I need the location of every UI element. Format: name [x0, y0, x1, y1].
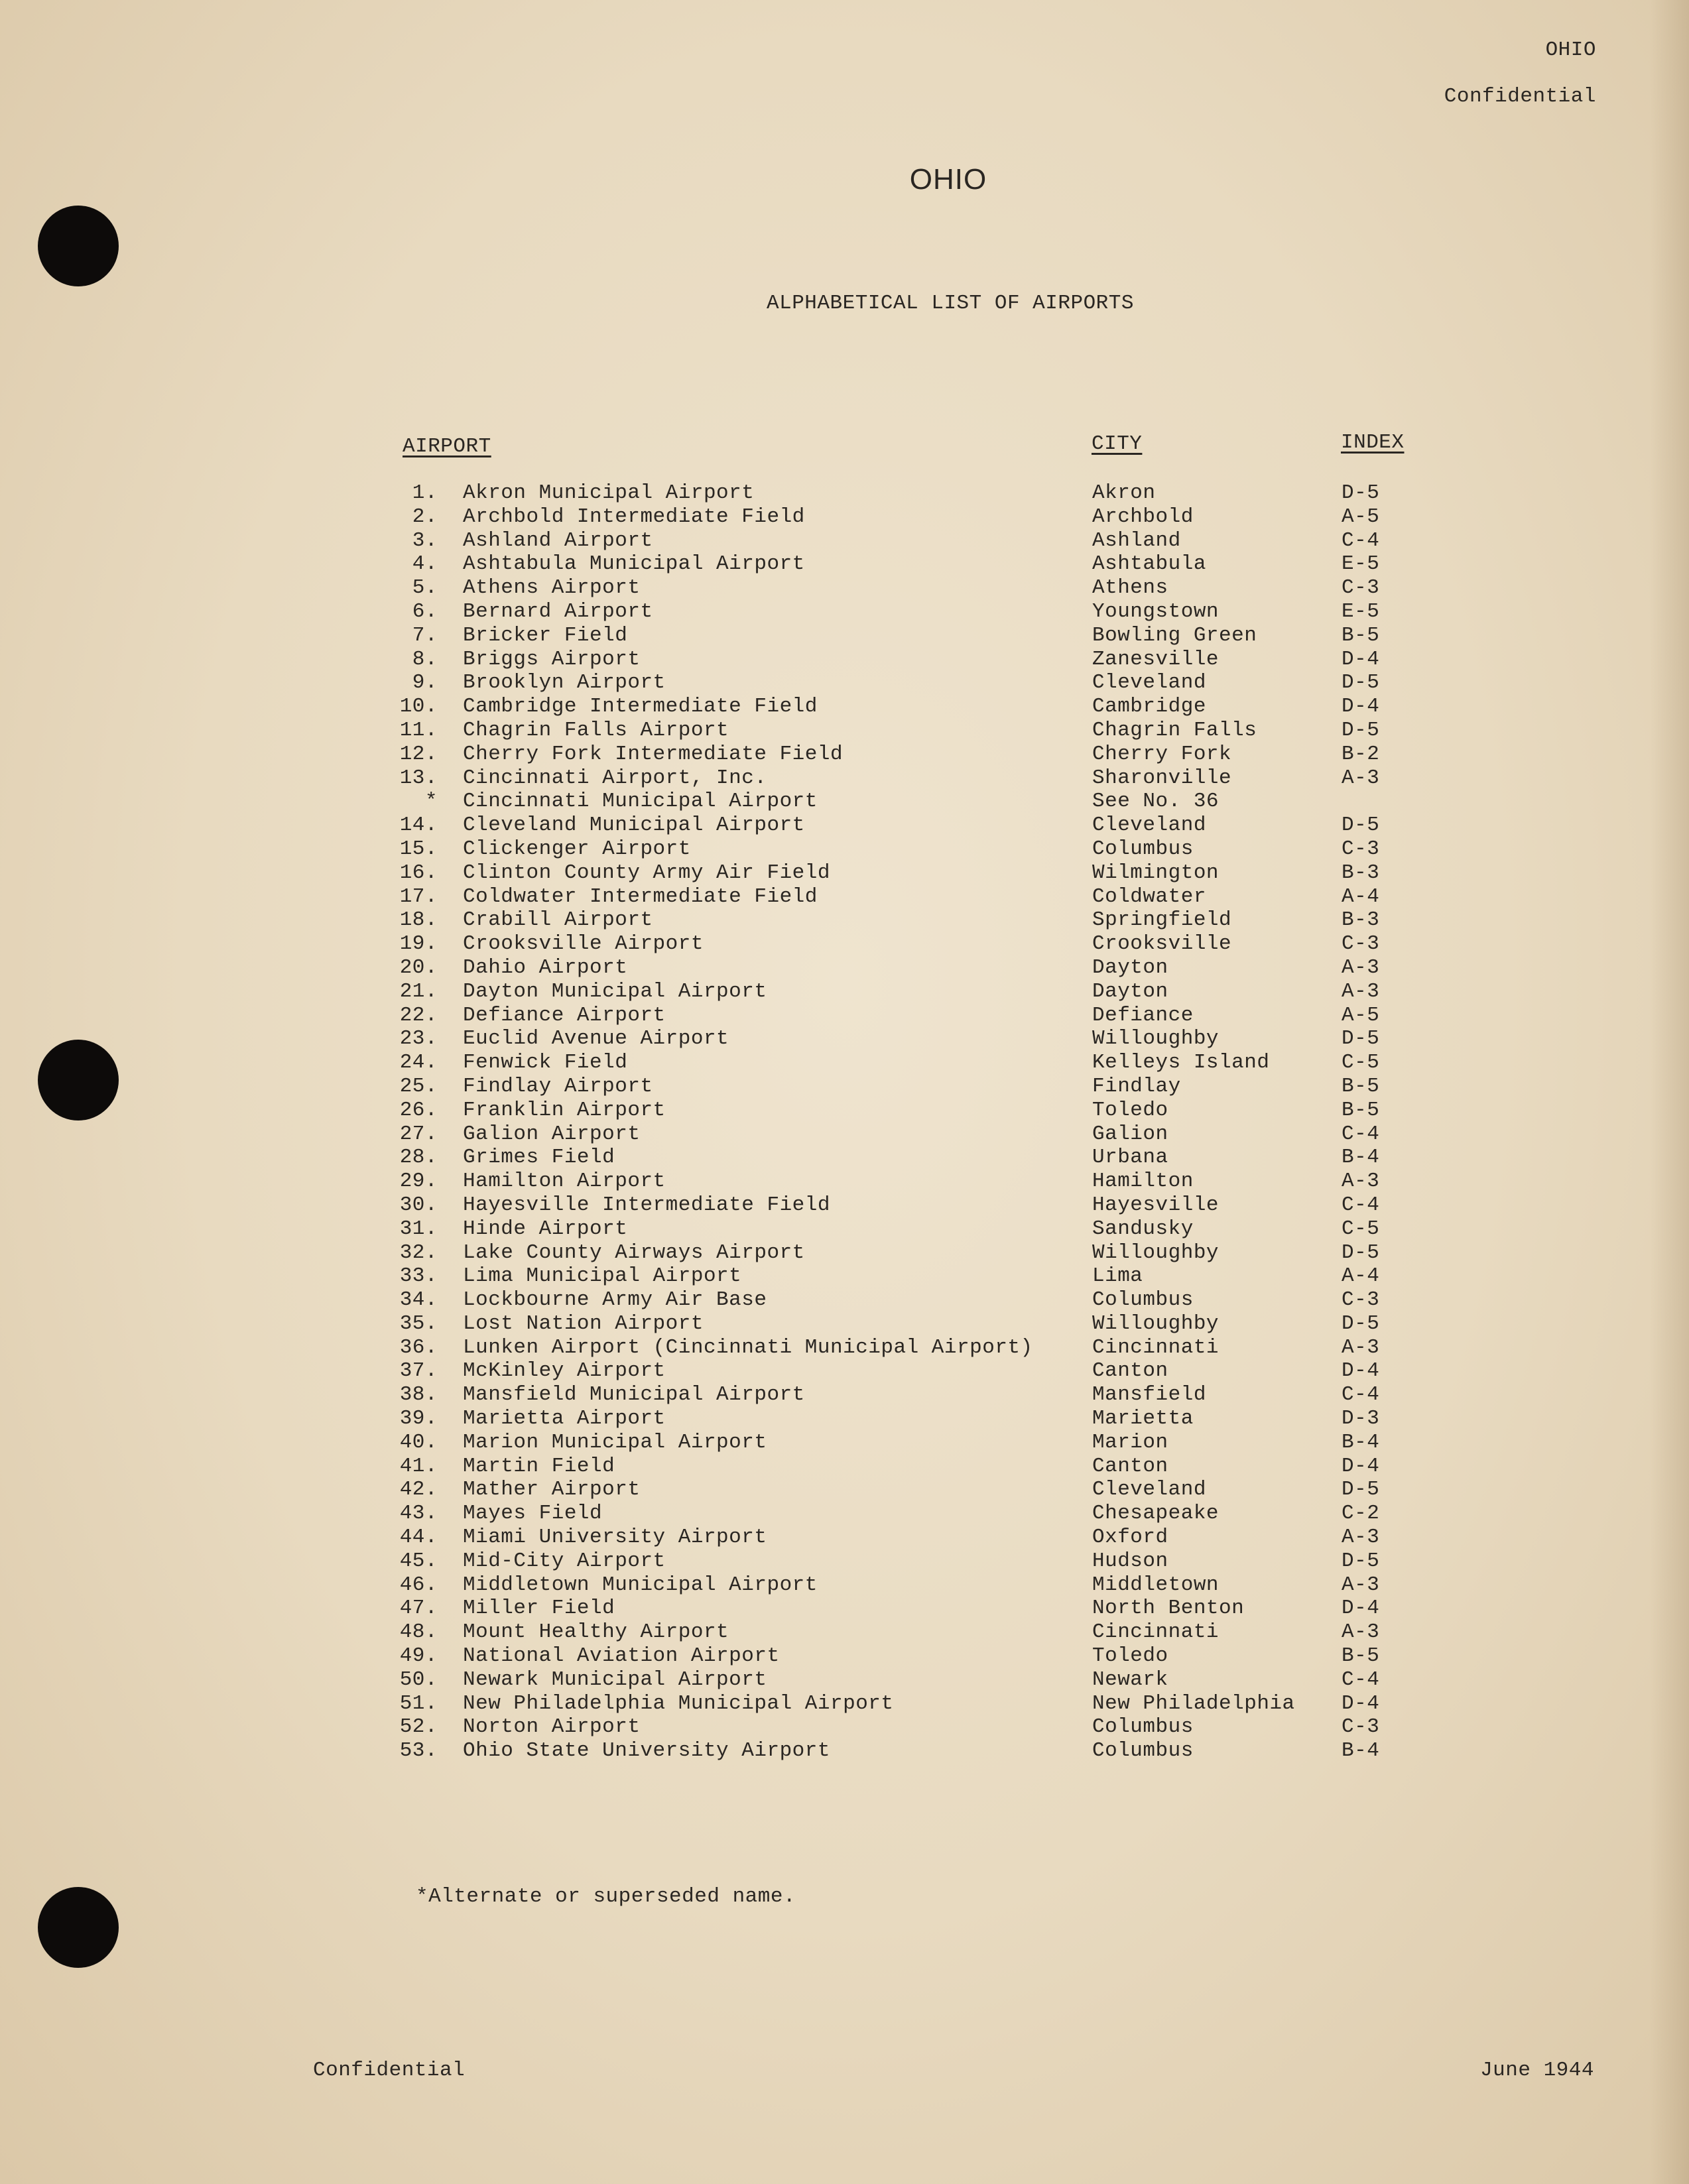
city-name: Galion	[1092, 1122, 1168, 1146]
airport-name: Middletown Municipal Airport	[463, 1573, 818, 1597]
map-index: B-5	[1342, 1098, 1380, 1122]
table-row	[0, 1099, 1689, 1122]
table-row	[0, 1549, 1689, 1573]
city-name: Cleveland	[1092, 671, 1206, 695]
row-number: 26.	[399, 1098, 438, 1122]
row-number: 12.	[399, 742, 438, 766]
row-number: 5.	[412, 576, 438, 600]
airport-name: Briggs Airport	[463, 647, 641, 671]
airport-name: Crabill Airport	[463, 908, 653, 932]
map-index: D-5	[1342, 1311, 1380, 1335]
corner-state-label: OHIO	[1545, 38, 1596, 62]
row-number: 17.	[399, 884, 438, 908]
table-row	[0, 1573, 1689, 1597]
row-number: 32.	[399, 1241, 438, 1264]
row-number: 14.	[399, 814, 438, 837]
row-number: 22.	[399, 1003, 438, 1027]
airport-name: Dahio Airport	[463, 955, 628, 979]
map-index: D-5	[1342, 1478, 1380, 1502]
map-index: D-5	[1342, 718, 1380, 742]
airport-name: Chagrin Falls Airport	[463, 718, 729, 742]
airport-name: Marion Municipal Airport	[463, 1430, 767, 1454]
table-row	[0, 1715, 1689, 1739]
airport-name: Galion Airport	[463, 1122, 641, 1146]
binder-hole-bottom	[38, 1887, 119, 1968]
row-number: 8.	[412, 647, 438, 671]
table-row	[0, 1597, 1689, 1620]
map-index: D-4	[1342, 1454, 1380, 1478]
table-row	[0, 529, 1689, 553]
airport-name: Clinton County Army Air Field	[463, 861, 830, 884]
row-number: 11.	[399, 718, 438, 742]
table-row	[0, 790, 1689, 814]
row-number: 43.	[399, 1502, 438, 1526]
city-name: Columbus	[1092, 1288, 1194, 1312]
row-number: 21.	[399, 979, 438, 1003]
row-number: 19.	[399, 932, 438, 956]
city-name: Cherry Fork	[1092, 742, 1232, 766]
map-index: C-4	[1342, 528, 1380, 552]
city-name: Willoughby	[1092, 1241, 1220, 1264]
row-number: 29.	[399, 1170, 438, 1193]
airport-name: Martin Field	[463, 1454, 615, 1478]
city-name: Mansfield	[1092, 1383, 1206, 1407]
airport-name: Archbold Intermediate Field	[463, 505, 805, 528]
row-number: 24.	[399, 1051, 438, 1075]
city-name: Hamilton	[1092, 1170, 1194, 1193]
airport-name: Ashtabula Municipal Airport	[463, 552, 805, 576]
city-name: Sandusky	[1092, 1217, 1194, 1241]
table-row	[0, 743, 1689, 766]
city-name: Coldwater	[1092, 884, 1206, 908]
map-index: B-4	[1342, 1739, 1380, 1763]
city-name: Urbana	[1092, 1146, 1168, 1170]
column-header-airport: AIRPORT	[403, 435, 491, 458]
airport-name: Defiance Airport	[463, 1003, 666, 1027]
page-title: OHIO	[909, 163, 987, 196]
city-name: Columbus	[1092, 837, 1194, 861]
airport-name: New Philadelphia Municipal Airport	[463, 1691, 894, 1715]
row-number: 27.	[399, 1122, 438, 1146]
table-row	[0, 1288, 1689, 1312]
airport-name: National Aviation Airport	[463, 1644, 780, 1668]
row-number: 44.	[399, 1526, 438, 1549]
row-number: 30.	[399, 1193, 438, 1217]
row-number: 7.	[412, 623, 438, 647]
footnote: *Alternate or superseded name.	[416, 1885, 796, 1908]
map-index: D-4	[1342, 695, 1380, 719]
map-index: B-4	[1342, 1146, 1380, 1170]
table-row	[0, 719, 1689, 743]
airport-name: Hinde Airport	[463, 1217, 628, 1241]
table-row	[0, 1407, 1689, 1431]
row-number: 45.	[399, 1549, 438, 1573]
airport-name: Lima Municipal Airport	[463, 1264, 742, 1288]
map-index: A-3	[1342, 1526, 1380, 1549]
table-row	[0, 1264, 1689, 1288]
table-row	[0, 576, 1689, 600]
airport-name: Grimes Field	[463, 1146, 615, 1170]
map-index: C-5	[1342, 1051, 1380, 1075]
city-name: New Philadelphia	[1092, 1691, 1295, 1715]
city-name: Zanesville	[1092, 647, 1220, 671]
list-title: ALPHABETICAL LIST OF AIRPORTS	[767, 292, 1134, 315]
airport-name: Cherry Fork Intermediate Field	[463, 742, 844, 766]
city-name: Dayton	[1092, 955, 1168, 979]
airport-name: Cleveland Municipal Airport	[463, 814, 805, 837]
city-name: Oxford	[1092, 1526, 1168, 1549]
column-header-index: INDEX	[1341, 431, 1405, 454]
city-name: Defiance	[1092, 1003, 1194, 1027]
map-index: D-4	[1342, 1691, 1380, 1715]
airport-name: Ohio State University Airport	[463, 1739, 830, 1763]
city-name: Athens	[1092, 576, 1168, 600]
row-number: 4.	[412, 552, 438, 576]
footer-classification: Confidential	[313, 2059, 466, 2082]
airport-name: Bernard Airport	[463, 599, 653, 623]
airport-name: Cincinnati Municipal Airport	[463, 790, 818, 814]
airport-name: Lost Nation Airport	[463, 1311, 704, 1335]
row-number: 28.	[399, 1146, 438, 1170]
map-index: A-3	[1342, 1620, 1380, 1644]
row-number: 23.	[399, 1027, 438, 1051]
city-name: Akron	[1092, 481, 1156, 505]
airport-name: Miami University Airport	[463, 1526, 767, 1549]
row-number: 47.	[399, 1597, 438, 1620]
airport-name: Miller Field	[463, 1597, 615, 1620]
map-index: A-4	[1342, 884, 1380, 908]
map-index: D-5	[1342, 1549, 1380, 1573]
row-number: 50.	[399, 1668, 438, 1691]
airport-name: Akron Municipal Airport	[463, 481, 755, 505]
table-row	[0, 932, 1689, 956]
city-name: Crooksville	[1092, 932, 1232, 956]
table-row	[0, 1668, 1689, 1692]
table-row	[0, 1241, 1689, 1265]
airport-name: Athens Airport	[463, 576, 641, 600]
table-row	[0, 837, 1689, 861]
table-row	[0, 1383, 1689, 1407]
city-name: Toledo	[1092, 1098, 1168, 1122]
map-index: C-2	[1342, 1502, 1380, 1526]
airport-name: Mansfield Municipal Airport	[463, 1383, 805, 1407]
table-row	[0, 956, 1689, 980]
row-number: 34.	[399, 1288, 438, 1312]
map-index: C-4	[1342, 1122, 1380, 1146]
row-number: 48.	[399, 1620, 438, 1644]
table-row	[0, 1692, 1689, 1716]
map-index: C-3	[1342, 1288, 1380, 1312]
airport-name: Clickenger Airport	[463, 837, 691, 861]
map-index: D-5	[1342, 1241, 1380, 1264]
airport-name: Coldwater Intermediate Field	[463, 884, 818, 908]
map-index: B-5	[1342, 623, 1380, 647]
city-name: Canton	[1092, 1359, 1168, 1383]
map-index: A-5	[1342, 1003, 1380, 1027]
city-name: Chesapeake	[1092, 1502, 1220, 1526]
map-index: D-4	[1342, 647, 1380, 671]
city-name: Ashland	[1092, 528, 1181, 552]
table-row	[0, 1122, 1689, 1146]
city-name: Archbold	[1092, 505, 1194, 528]
airport-name: Mather Airport	[463, 1478, 641, 1502]
row-number: 10.	[399, 695, 438, 719]
map-index: C-3	[1342, 837, 1380, 861]
corner-classification: Confidential	[1444, 85, 1596, 108]
table-row	[0, 1455, 1689, 1479]
city-name: Cleveland	[1092, 1478, 1206, 1502]
table-row	[0, 648, 1689, 672]
map-index: D-5	[1342, 671, 1380, 695]
row-number: 51.	[399, 1691, 438, 1715]
map-index: C-4	[1342, 1193, 1380, 1217]
table-row	[0, 814, 1689, 837]
map-index: C-3	[1342, 1715, 1380, 1739]
table-row	[0, 1526, 1689, 1549]
city-name: Sharonville	[1092, 766, 1232, 790]
table-row	[0, 1075, 1689, 1099]
map-index: B-3	[1342, 861, 1380, 884]
city-name: Cambridge	[1092, 695, 1206, 719]
city-name: Marion	[1092, 1430, 1168, 1454]
table-row	[0, 481, 1689, 505]
row-number: 31.	[399, 1217, 438, 1241]
airport-name: Findlay Airport	[463, 1074, 653, 1098]
map-index: C-5	[1342, 1217, 1380, 1241]
city-name: Lima	[1092, 1264, 1143, 1288]
map-index: A-3	[1342, 955, 1380, 979]
airport-name: Ashland Airport	[463, 528, 653, 552]
city-name: Toledo	[1092, 1644, 1168, 1668]
row-number: 52.	[399, 1715, 438, 1739]
table-row	[0, 908, 1689, 932]
table-row	[0, 1620, 1689, 1644]
table-row	[0, 1217, 1689, 1241]
airport-name: Lockbourne Army Air Base	[463, 1288, 767, 1312]
airport-name: Hamilton Airport	[463, 1170, 666, 1193]
row-number: 49.	[399, 1644, 438, 1668]
map-index: B-5	[1342, 1644, 1380, 1668]
map-index: A-3	[1342, 1573, 1380, 1597]
map-index: C-4	[1342, 1668, 1380, 1691]
airport-name: Marietta Airport	[463, 1407, 666, 1431]
map-index: C-3	[1342, 576, 1380, 600]
map-index: A-5	[1342, 505, 1380, 528]
map-index: A-4	[1342, 1264, 1380, 1288]
row-number: 37.	[399, 1359, 438, 1383]
map-index: B-2	[1342, 742, 1380, 766]
row-number: *	[424, 790, 438, 814]
table-row	[0, 600, 1689, 624]
row-number: 9.	[412, 671, 438, 695]
airport-name: Newark Municipal Airport	[463, 1668, 767, 1691]
table-row	[0, 1051, 1689, 1075]
row-number: 13.	[399, 766, 438, 790]
table-row	[0, 1431, 1689, 1455]
table-row	[0, 861, 1689, 885]
city-name: Hayesville	[1092, 1193, 1220, 1217]
airport-name: Cincinnati Airport, Inc.	[463, 766, 767, 790]
row-number: 53.	[399, 1739, 438, 1763]
airport-list	[0, 481, 1689, 1763]
map-index: A-3	[1342, 1170, 1380, 1193]
map-index: A-3	[1342, 979, 1380, 1003]
map-index: A-3	[1342, 1335, 1380, 1359]
airport-name: Franklin Airport	[463, 1098, 666, 1122]
table-row	[0, 1170, 1689, 1193]
map-index: B-3	[1342, 908, 1380, 932]
row-number: 39.	[399, 1407, 438, 1431]
airport-name: Hayesville Intermediate Field	[463, 1193, 830, 1217]
table-row	[0, 505, 1689, 529]
table-row	[0, 1146, 1689, 1170]
airport-name: Norton Airport	[463, 1715, 641, 1739]
city-name: Canton	[1092, 1454, 1168, 1478]
airport-name: Lake County Airways Airport	[463, 1241, 805, 1264]
city-name: Ashtabula	[1092, 552, 1206, 576]
map-index: D-5	[1342, 481, 1380, 505]
table-row	[0, 1359, 1689, 1383]
map-index: D-5	[1342, 814, 1380, 837]
airport-name: Dayton Municipal Airport	[463, 979, 767, 1003]
table-row	[0, 1336, 1689, 1360]
city-name: Youngstown	[1092, 599, 1220, 623]
city-name: Cincinnati	[1092, 1620, 1220, 1644]
city-name: Columbus	[1092, 1715, 1194, 1739]
airport-name: McKinley Airport	[463, 1359, 666, 1383]
city-name: Chagrin Falls	[1092, 718, 1257, 742]
map-index: D-4	[1342, 1597, 1380, 1620]
airport-name: Fenwick Field	[463, 1051, 628, 1075]
map-index: D-5	[1342, 1027, 1380, 1051]
table-row	[0, 671, 1689, 695]
airport-name: Bricker Field	[463, 623, 628, 647]
table-row	[0, 624, 1689, 648]
city-name: Springfield	[1092, 908, 1232, 932]
city-name: Hudson	[1092, 1549, 1168, 1573]
table-row	[0, 1502, 1689, 1526]
airport-name: Crooksville Airport	[463, 932, 704, 956]
city-name: Dayton	[1092, 979, 1168, 1003]
airport-name: Euclid Avenue Airport	[463, 1027, 729, 1051]
row-number: 15.	[399, 837, 438, 861]
city-name: Findlay	[1092, 1074, 1181, 1098]
airport-name: Brooklyn Airport	[463, 671, 666, 695]
table-row	[0, 1739, 1689, 1763]
table-row	[0, 1193, 1689, 1217]
map-index: E-5	[1342, 552, 1380, 576]
city-name: Cleveland	[1092, 814, 1206, 837]
binder-hole-top	[38, 206, 119, 286]
city-name: Cincinnati	[1092, 1335, 1220, 1359]
row-number: 42.	[399, 1478, 438, 1502]
column-header-city: CITY	[1092, 432, 1143, 455]
airport-name: Mayes Field	[463, 1502, 603, 1526]
row-number: 20.	[399, 955, 438, 979]
map-index: B-4	[1342, 1430, 1380, 1454]
table-row	[0, 980, 1689, 1004]
row-number: 46.	[399, 1573, 438, 1597]
table-row	[0, 766, 1689, 790]
airport-name: Lunken Airport (Cincinnati Municipal Airport)	[463, 1335, 1033, 1359]
row-number: 2.	[412, 505, 438, 528]
table-row	[0, 1004, 1689, 1028]
map-index: B-5	[1342, 1074, 1380, 1098]
city-name: Columbus	[1092, 1739, 1194, 1763]
airport-name: Mount Healthy Airport	[463, 1620, 729, 1644]
table-row	[0, 1478, 1689, 1502]
airport-name: Cambridge Intermediate Field	[463, 695, 818, 719]
row-number: 40.	[399, 1430, 438, 1454]
map-index: D-3	[1342, 1407, 1380, 1431]
footer-date: June 1944	[1480, 2059, 1594, 2082]
table-row	[0, 1027, 1689, 1051]
city-name: Wilmington	[1092, 861, 1220, 884]
row-number: 36.	[399, 1335, 438, 1359]
row-number: 16.	[399, 861, 438, 884]
map-index: C-4	[1342, 1383, 1380, 1407]
row-number: 3.	[412, 528, 438, 552]
city-name: Willoughby	[1092, 1027, 1220, 1051]
city-name: Newark	[1092, 1668, 1168, 1691]
row-number: 41.	[399, 1454, 438, 1478]
map-index: A-3	[1342, 766, 1380, 790]
table-row	[0, 552, 1689, 576]
row-number: 18.	[399, 908, 438, 932]
city-name: Kelleys Island	[1092, 1051, 1270, 1075]
row-number: 1.	[412, 481, 438, 505]
city-name: North Benton	[1092, 1597, 1245, 1620]
row-number: 38.	[399, 1383, 438, 1407]
row-number: 35.	[399, 1311, 438, 1335]
city-name: Bowling Green	[1092, 623, 1257, 647]
map-index: C-3	[1342, 932, 1380, 956]
map-index: E-5	[1342, 599, 1380, 623]
row-number: 6.	[412, 599, 438, 623]
row-number: 25.	[399, 1074, 438, 1098]
city-name: Willoughby	[1092, 1311, 1220, 1335]
row-number: 33.	[399, 1264, 438, 1288]
table-row	[0, 695, 1689, 719]
airport-name: Mid-City Airport	[463, 1549, 666, 1573]
city-name: See No. 36	[1092, 790, 1220, 814]
city-name: Middletown	[1092, 1573, 1220, 1597]
city-name: Marietta	[1092, 1407, 1194, 1431]
map-index: D-4	[1342, 1359, 1380, 1383]
table-row	[0, 1312, 1689, 1336]
table-row	[0, 885, 1689, 909]
table-row	[0, 1644, 1689, 1668]
